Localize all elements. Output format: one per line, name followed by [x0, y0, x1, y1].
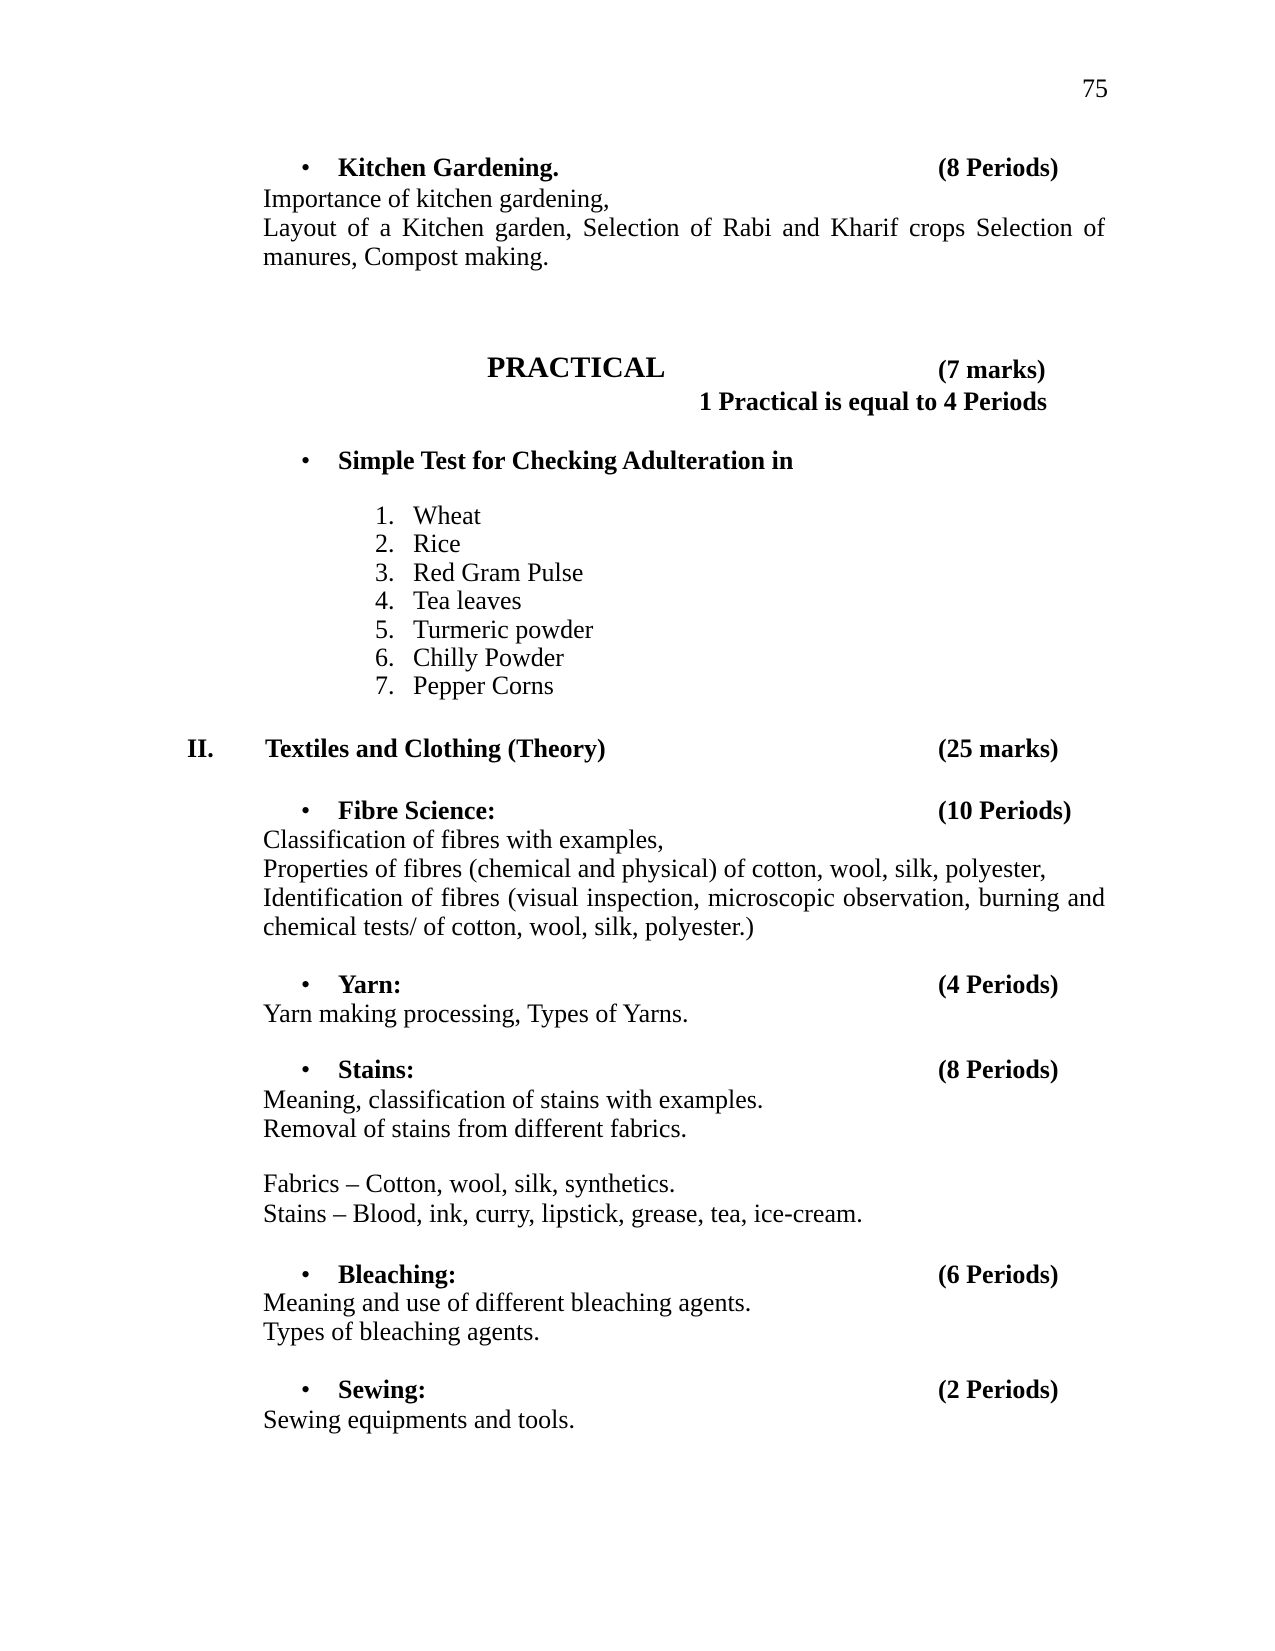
kitchen-gardening-title: Kitchen Gardening. [338, 153, 560, 182]
bullet-icon: • [301, 446, 311, 475]
kitchen-gardening-periods-label: (8 Periods) [938, 153, 1059, 182]
yarn-heading-row [0, 970, 1275, 1002]
bullet-icon: • [301, 1375, 311, 1404]
paragraph-line: Types of bleaching agents. [263, 1317, 540, 1346]
fibre-science-title: Fibre Science: [338, 796, 496, 825]
yarn-paragraph [263, 999, 1105, 1028]
bullet-icon: • [301, 1260, 311, 1289]
simple-test-heading-row [0, 446, 1275, 478]
kitchen-gardening-paragraph [263, 184, 1105, 271]
list-item-number: 2. [375, 529, 395, 559]
adulteration-test-list [375, 502, 593, 701]
sewing-periods-label: (2 Periods) [938, 1375, 1059, 1404]
list-item-label: Red Gram Pulse [413, 557, 584, 587]
yarn-title: Yarn: [338, 970, 402, 999]
paragraph-line: Yarn making processing, Types of Yarns. [263, 999, 689, 1028]
list-item [375, 644, 593, 672]
fabrics-stains-note [263, 1169, 1105, 1229]
list-item [375, 587, 593, 615]
paragraph-line: Properties of fibres (chemical and physical) of cotton, wool, silk, polyester, [263, 854, 1047, 883]
paragraph-line: Stains – Blood, ink, curry, lipstick, grease, tea, ice-cream. [263, 1199, 863, 1228]
stains-title: Stains: [338, 1055, 415, 1084]
bleaching-title: Bleaching: [338, 1260, 457, 1289]
stains-heading-row [0, 1055, 1275, 1087]
list-item [375, 530, 593, 558]
list-item-label: Pepper Corns [413, 671, 554, 701]
list-item [375, 616, 593, 644]
simple-test-title: Simple Test for Checking Adulteration in [338, 446, 794, 475]
fibre-science-paragraph [263, 825, 1105, 941]
sewing-title: Sewing: [338, 1375, 427, 1404]
paragraph-line: Importance of kitchen gardening, [263, 184, 610, 213]
list-item-label: Turmeric powder [413, 614, 594, 644]
bullet-icon: • [301, 153, 311, 182]
practical-marks-label: (7 marks) [938, 355, 1046, 384]
paragraph-line: Classification of fibres with examples, [263, 825, 664, 854]
paragraph-line-justified: Identification of fibres (visual inspection, microscopic observation, burning and [263, 883, 1105, 912]
list-item [375, 672, 593, 700]
paragraph-line: manures, Compost making. [263, 242, 549, 271]
list-item-number: 5. [375, 614, 395, 644]
list-item [375, 559, 593, 587]
practical-subtitle: 1 Practical is equal to 4 Periods [698, 387, 1047, 416]
paragraph-line: Meaning and use of different bleaching agents. [263, 1288, 752, 1317]
paragraph-line: Removal of stains from different fabrics. [263, 1114, 688, 1143]
list-item-label: Wheat [413, 501, 481, 530]
list-item-label: Chilly Powder [413, 643, 564, 673]
paragraph-line: Sewing equipments and tools. [263, 1405, 575, 1434]
list-item-number: 6. [375, 643, 395, 673]
paragraph-line: chemical tests/ of cotton, wool, silk, polyester.) [263, 912, 755, 941]
fibre-science-heading-row [0, 796, 1275, 828]
list-item-number: 7. [375, 671, 395, 701]
practical-marks-row [0, 355, 1275, 387]
sewing-heading-row [0, 1375, 1275, 1407]
list-item-label: Tea leaves [413, 586, 522, 616]
textiles-section-title: Textiles and Clothing (Theory) [265, 734, 606, 763]
paragraph-line-justified: Layout of a Kitchen garden, Selection of Rabi and Kharif crops Selection of [263, 213, 1105, 242]
list-item-label: Rice [413, 529, 461, 559]
sewing-paragraph [263, 1405, 1105, 1434]
textiles-marks-label: (25 marks) [938, 734, 1059, 763]
stains-paragraph [263, 1085, 1105, 1143]
list-item-number: 1. [375, 501, 395, 530]
section-numeral: II. [187, 734, 214, 763]
page-number: 75 [1082, 74, 1108, 103]
practical-section-title: PRACTICAL [487, 351, 666, 384]
kitchen-gardening-heading-row [0, 153, 1275, 185]
paragraph-line: Fabrics – Cotton, wool, silk, synthetics. [263, 1169, 676, 1198]
bleaching-paragraph [263, 1288, 1105, 1346]
bullet-icon: • [301, 1055, 311, 1084]
bullet-icon: • [301, 796, 311, 825]
list-item [375, 502, 593, 530]
bleaching-periods-label: (6 Periods) [938, 1260, 1059, 1289]
bullet-icon: • [301, 970, 311, 999]
yarn-periods-label: (4 Periods) [938, 970, 1059, 999]
textiles-section-heading-row [0, 734, 1275, 766]
paragraph-line: Meaning, classification of stains with examples. [263, 1085, 764, 1114]
list-item-number: 3. [375, 557, 395, 587]
fibre-science-periods-label: (10 Periods) [938, 796, 1072, 825]
list-item-number: 4. [375, 586, 395, 616]
stains-periods-label: (8 Periods) [938, 1055, 1059, 1084]
